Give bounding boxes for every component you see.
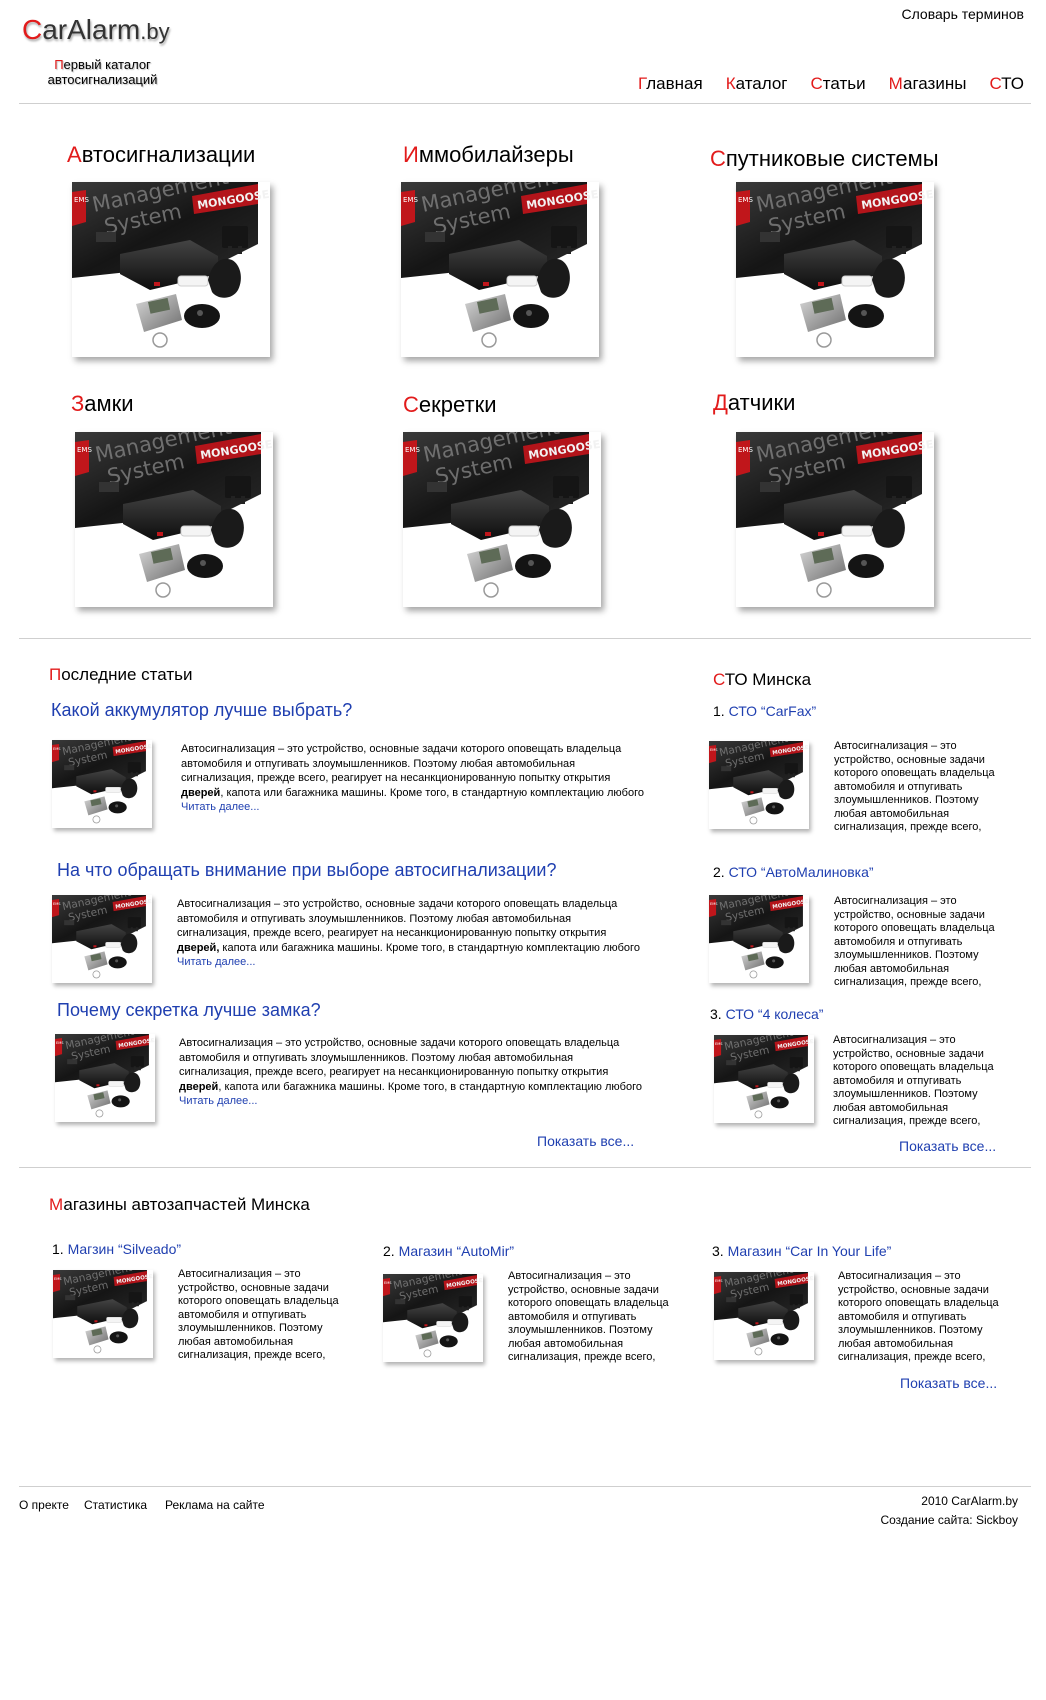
shop-item-image-2[interactable] xyxy=(714,1272,814,1360)
category-label: ммобилайзеры xyxy=(418,142,574,167)
shop-item-image-0[interactable] xyxy=(53,1270,153,1358)
sto-item-image-2[interactable] xyxy=(714,1035,814,1123)
category-image-1[interactable] xyxy=(401,182,599,357)
item-name-link[interactable]: Магзин “Silveado” xyxy=(67,1241,182,1257)
nav-first-letter: С xyxy=(810,74,823,93)
read-more-link[interactable]: Читать далее... xyxy=(179,1095,258,1107)
nav-label: лавная xyxy=(646,74,703,93)
item-number: 1. xyxy=(52,1241,64,1257)
category-image-2[interactable] xyxy=(736,182,934,357)
car-alarm-kit-image xyxy=(714,1272,814,1360)
middle-divider xyxy=(19,1167,1031,1168)
nav-item-4[interactable] xyxy=(989,74,1024,94)
excerpt-bold: дверей xyxy=(179,1080,219,1093)
category-title-3[interactable] xyxy=(71,391,134,417)
car-alarm-kit-image xyxy=(383,1274,483,1362)
car-alarm-kit-image xyxy=(714,1035,814,1123)
articles-show-all-link[interactable]: Показать все... xyxy=(537,1133,635,1149)
category-image-0[interactable] xyxy=(72,182,270,357)
category-title-2[interactable] xyxy=(710,146,939,172)
footer-link-ads[interactable]: Реклама на сайте xyxy=(165,1498,265,1512)
car-alarm-kit-image xyxy=(736,182,934,357)
sto-item-title-2[interactable] xyxy=(710,1006,823,1022)
site-tagline xyxy=(30,57,175,87)
shop-item-title-0[interactable] xyxy=(52,1241,181,1257)
footer-credits[interactable]: Создание сайта: Sickboy xyxy=(880,1513,1018,1527)
shop-item-text-2: Автосигнализация – это устройство, основные задачи которого оповещать владельца автомобиля и отпугивать злоумышленников. Поэтому любая автомобильная сигнализация, прежде всего, xyxy=(838,1270,999,1363)
shops-title-first-letter: М xyxy=(49,1195,64,1214)
categories-divider xyxy=(19,638,1031,639)
category-image-4[interactable] xyxy=(403,432,601,607)
excerpt-text: , капота или багажника машины. Кроме того, в стандартную комплектацию любого xyxy=(220,786,644,799)
item-name-link[interactable]: Магазин “AutoMir” xyxy=(398,1243,515,1259)
articles-title-text: оследние статьи xyxy=(61,665,193,684)
category-title-4[interactable] xyxy=(403,392,496,418)
excerpt-text: капота или багажника машины. Кроме того, в стандартную комплектацию любого xyxy=(219,941,640,954)
nav-label: агазины xyxy=(902,74,967,93)
category-title-5[interactable] xyxy=(713,390,795,416)
category-first-letter: А xyxy=(67,142,82,167)
car-alarm-kit-image xyxy=(401,182,599,357)
footer-copyright: 2010 CarAlarm.by xyxy=(921,1494,1018,1508)
header-divider xyxy=(19,103,1031,104)
shop-item-text-1: Автосигнализация – это устройство, основные задачи которого оповещать владельца автомобиля и отпугивать злоумышленников. Поэтому любая автомобильная сигнализация, прежде всего, xyxy=(508,1270,669,1363)
nav-item-2[interactable] xyxy=(811,74,866,94)
excerpt-text: Автосигнализация – это устройство, основные задачи которого оповещать владельца автомобиля и отпугивать злоумышленников. Поэтому любая автомобильная сигнализация, прежде всего, реагирует на несанкционированную попытку открытия xyxy=(177,898,618,939)
nav-first-letter: С xyxy=(989,74,1002,93)
article-title-1[interactable]: На что обращать внимание при выборе автосигнализации? xyxy=(57,860,557,880)
excerpt-text: , капота или багажника машины. Кроме того, в стандартную комплектацию любого xyxy=(218,1080,642,1093)
footer-divider xyxy=(19,1486,1031,1487)
nav-first-letter: К xyxy=(725,74,736,93)
item-name-link[interactable]: СТО “CarFax” xyxy=(728,703,817,719)
sto-item-title-1[interactable] xyxy=(713,864,874,880)
category-first-letter: З xyxy=(71,391,85,416)
nav-label: татьи xyxy=(822,74,866,93)
category-first-letter: С xyxy=(710,146,726,171)
logo-first-letter: C xyxy=(22,14,43,45)
excerpt-text: Автосигнализация – это устройство, основные задачи которого оповещать владельца автомобиля и отпугивать злоумышленников. Поэтому любая автомобильная сигнализация, прежде всего, реагирует на несанкционированную попытку открытия xyxy=(181,743,622,784)
item-name-link[interactable]: СТО “4 колеса” xyxy=(725,1006,824,1022)
category-title-0[interactable] xyxy=(67,142,255,168)
sto-item-text-1: Автосигнализация – это устройство, основные задачи которого оповещать владельца автомобиля и отпугивать злоумышленников. Поэтому любая автомобильная сигнализация, прежде всего, xyxy=(834,895,995,988)
logo-name: arAlarm xyxy=(42,14,141,45)
sto-title xyxy=(713,670,811,690)
sto-show-all-link[interactable]: Показать все... xyxy=(899,1138,997,1154)
car-alarm-kit-image xyxy=(55,1034,155,1122)
site-logo[interactable] xyxy=(22,14,170,46)
category-label: путниковые системы xyxy=(725,146,939,171)
car-alarm-kit-image xyxy=(403,432,601,607)
category-label: втосигнализации xyxy=(81,142,256,167)
read-more-link[interactable]: Читать далее... xyxy=(181,801,260,813)
sto-title-text: ТО Минска xyxy=(724,670,812,689)
shop-item-text-0: Автосигнализация – это устройство, основные задачи которого оповещать владельца автомобиля и отпугивать злоумышленников. Поэтому любая автомобильная сигнализация, прежде всего, xyxy=(178,1268,339,1361)
car-alarm-kit-image xyxy=(52,895,152,983)
nav-item-3[interactable] xyxy=(889,74,967,94)
car-alarm-kit-image xyxy=(75,432,273,607)
item-number: 3. xyxy=(710,1006,722,1022)
article-image-0[interactable] xyxy=(52,740,152,828)
nav-label: аталог xyxy=(735,74,788,93)
nav-first-letter: М xyxy=(888,74,903,93)
category-first-letter: С xyxy=(403,392,419,417)
car-alarm-kit-image xyxy=(709,741,809,829)
footer-link-about[interactable]: О пректе xyxy=(19,1498,69,1512)
tagline-text: ервый каталог автосигнализаций xyxy=(47,57,158,87)
sto-item-text-0: Автосигнализация – это устройство, основные задачи которого оповещать владельца автомобиля и отпугивать злоумышленников. Поэтому любая автомобильная сигнализация, прежде всего, xyxy=(834,740,995,833)
car-alarm-kit-image xyxy=(72,182,270,357)
sto-item-title-0[interactable] xyxy=(713,703,816,719)
item-number: 2. xyxy=(383,1243,395,1259)
main-nav xyxy=(638,74,1024,94)
article-excerpt-1 xyxy=(177,897,643,970)
tagline-first-letter: П xyxy=(54,57,64,72)
nav-first-letter: Г xyxy=(637,74,647,93)
nav-item-0[interactable] xyxy=(638,74,703,94)
article-title-2[interactable]: Почему секретка лучше замка? xyxy=(57,1000,321,1020)
sto-item-image-0[interactable] xyxy=(709,741,809,829)
article-excerpt-0 xyxy=(181,742,647,815)
item-number: 2. xyxy=(713,864,725,880)
category-label: екретки xyxy=(418,392,497,417)
sto-title-first-letter: С xyxy=(713,670,725,689)
logo-domain: .by xyxy=(140,19,170,44)
article-image-1[interactable] xyxy=(52,895,152,983)
car-alarm-kit-image xyxy=(53,1270,153,1358)
nav-item-1[interactable] xyxy=(726,74,788,94)
article-image-2[interactable] xyxy=(55,1034,155,1122)
article-excerpt-2 xyxy=(179,1036,645,1109)
item-name-link[interactable]: Магазин “Car In Your Life” xyxy=(727,1243,892,1259)
sto-item-text-2: Автосигнализация – это устройство, основные задачи которого оповещать владельца автомобиля и отпугивать злоумышленников. Поэтому любая автомобильная сигнализация, прежде всего, xyxy=(833,1034,994,1127)
shop-item-image-1[interactable] xyxy=(383,1274,483,1362)
articles-title-first-letter: П xyxy=(49,665,62,684)
excerpt-bold: дверей xyxy=(181,786,221,799)
shops-title-text: агазины автозапчастей Минска xyxy=(63,1195,310,1214)
latest-articles-title xyxy=(49,665,192,685)
sto-item-image-1[interactable] xyxy=(709,895,809,983)
article-title-0[interactable]: Какой аккумулятор лучше выбрать? xyxy=(51,700,353,720)
read-more-link[interactable]: Читать далее... xyxy=(177,956,256,968)
category-first-letter: Д xyxy=(713,390,728,415)
category-label: атчики xyxy=(727,390,796,415)
car-alarm-kit-image xyxy=(736,432,934,607)
category-image-3[interactable] xyxy=(75,432,273,607)
item-number: 3. xyxy=(712,1243,724,1259)
shop-item-title-2[interactable] xyxy=(712,1243,891,1259)
car-alarm-kit-image xyxy=(709,895,809,983)
nav-label: ТО xyxy=(1001,74,1024,93)
excerpt-bold: дверей, xyxy=(177,941,220,954)
shop-item-title-1[interactable] xyxy=(383,1243,514,1259)
footer-link-stats[interactable]: Статистика xyxy=(84,1498,148,1512)
item-name-link[interactable]: СТО “АвтоМалиновка” xyxy=(728,864,874,880)
category-label: амки xyxy=(84,391,134,416)
dictionary-link[interactable]: Словарь терминов xyxy=(901,6,1024,22)
category-title-1[interactable] xyxy=(403,142,574,168)
excerpt-text: Автосигнализация – это устройство, основные задачи которого оповещать владельца автомобиля и отпугивать злоумышленников. Поэтому любая автомобильная сигнализация, прежде всего, реагирует на несанкционированную попытку открытия xyxy=(179,1037,620,1078)
category-first-letter: И xyxy=(403,142,419,167)
car-alarm-kit-image xyxy=(52,740,152,828)
item-number: 1. xyxy=(713,703,725,719)
category-image-5[interactable] xyxy=(736,432,934,607)
shops-title xyxy=(49,1195,310,1215)
shops-show-all-link[interactable]: Показать все... xyxy=(900,1375,998,1391)
